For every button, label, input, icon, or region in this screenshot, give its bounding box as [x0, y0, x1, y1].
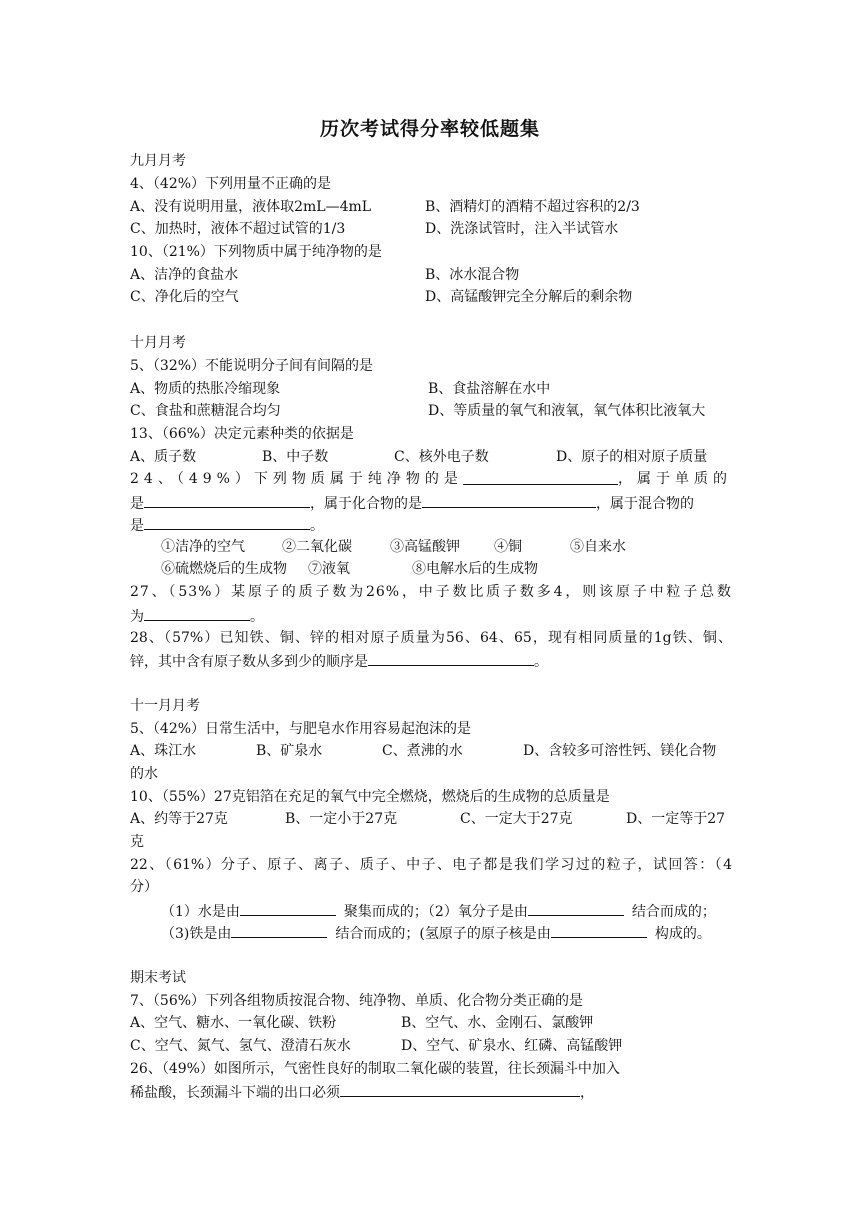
question-text	[130, 514, 324, 536]
question-text	[130, 469, 732, 489]
question-text: ，	[580, 1085, 594, 1101]
option-text: D、原子的相对原子质量	[556, 449, 708, 465]
option-text: A、空气、糖水、一氧化碳、铁粉	[130, 1015, 337, 1031]
answer-blank[interactable]	[144, 605, 250, 621]
answer-blank[interactable]	[231, 922, 327, 938]
question-text	[130, 650, 548, 672]
option-text: C、煮沸的水	[382, 743, 463, 759]
question-text: 10、（21%）下列物质中属于纯净物的是	[130, 244, 382, 260]
question-text: 4、（42%）下列用量不正确的是	[130, 176, 332, 192]
question-text: （3)铁是由	[161, 926, 232, 942]
question-text: ，属于化合物的是	[310, 496, 422, 512]
question-text: 5、（42%）日常生活中，与肥皂水作用容易起泡沫的是	[130, 721, 472, 737]
document-title: 历次考试得分率较低题集	[319, 118, 540, 140]
answer-blank[interactable]	[551, 922, 647, 938]
question-text	[161, 922, 711, 944]
choice-item: ②二氧化碳	[282, 539, 352, 555]
option-text: A、珠江水	[130, 743, 197, 759]
question-text: 7、（56%）下列各组物质按混合物、纯净物、单质、化合物分类正确的是	[130, 993, 584, 1009]
option-text: D、洗涤试管时，注入半试管水	[425, 221, 619, 237]
answer-blank[interactable]	[144, 492, 310, 508]
option-text: A、没有说明用量，液体取2mL—4mL	[130, 199, 372, 215]
choice-item: ⑧电解水后的生成物	[412, 561, 538, 577]
choice-item: ③高锰酸钾	[390, 539, 460, 555]
question-text: 是	[130, 518, 144, 534]
question-text: 24、（49%）下列物质属于纯净物的是	[130, 471, 463, 487]
question-text: 分）	[130, 879, 158, 895]
option-text: D、高锰酸钾完全分解后的剩余物	[425, 289, 633, 305]
question-text: 28、（57%）已知铁、铜、锌的相对原子质量为56、64、65，现有相同质量的1g铁、铜、	[130, 630, 732, 646]
option-text: B、空气、水、金刚石、氯酸钾	[401, 1015, 594, 1031]
question-text: 构成的。	[654, 926, 711, 942]
option-text: D、空气、矿泉水、红磷、高锰酸钾	[401, 1038, 623, 1054]
option-text: D、等质量的氧气和液氧，氧气体积比液氧大	[428, 403, 706, 419]
question-text: 是	[130, 496, 144, 512]
option-text: A、洁净的食盐水	[130, 267, 239, 283]
answer-blank[interactable]	[528, 900, 624, 916]
question-text: 聚集而成的；（2）氧分子是由	[343, 904, 528, 920]
answer-blank[interactable]	[463, 469, 618, 485]
option-text: 的水	[130, 766, 158, 782]
section-heading: 九月月考	[130, 153, 186, 169]
question-text	[130, 492, 694, 514]
question-text: 锌，其中含有原子数从多到少的顺序是	[130, 654, 368, 670]
question-text: ，属于混合物的	[596, 496, 694, 512]
answer-blank[interactable]	[368, 650, 534, 666]
choice-item: ⑥硫燃烧后的生成物	[161, 561, 287, 577]
question-text: 。	[310, 518, 324, 534]
option-text: A、质子数	[130, 449, 197, 465]
choice-item: ⑤自来水	[570, 539, 626, 555]
question-text: ，属于单质的	[618, 471, 732, 487]
answer-blank[interactable]	[240, 900, 336, 916]
option-text: B、冰水混合物	[425, 267, 520, 283]
option-text: A、约等于27克	[130, 811, 228, 827]
option-text: B、一定小于27克	[285, 811, 398, 827]
section-heading: 十月月考	[130, 335, 186, 351]
section-heading: 十一月月考	[130, 698, 200, 714]
option-text: C、食盐和蔗糖混合均匀	[130, 403, 281, 419]
option-text: B、矿泉水	[256, 743, 323, 759]
option-text: B、食盐溶解在水中	[428, 381, 551, 397]
choice-item: ④铜	[494, 539, 522, 555]
question-text: 。	[250, 609, 264, 625]
question-text: 5、（32%）不能说明分子间有间隔的是	[130, 358, 374, 374]
question-text	[130, 1081, 594, 1103]
question-text: 。	[534, 654, 548, 670]
choice-item: ⑦液氧	[308, 561, 350, 577]
answer-blank[interactable]	[422, 492, 596, 508]
option-text: D、含较多可溶性钙、镁化合物	[523, 743, 717, 759]
question-text: 22、（61%）分子、原子、离子、质子、中子、电子都是我们学习过的粒子，试回答：（4	[130, 857, 732, 873]
question-text: 结合而成的；	[631, 904, 716, 920]
option-text: C、一定大于27克	[460, 811, 573, 827]
option-text: B、酒精灯的酒精不超过容积的2/3	[425, 199, 640, 215]
question-text: 27、（53%）某原子的质子数为26%，中子数比质子数多4，则该原子中粒子总数	[130, 584, 732, 600]
answer-blank[interactable]	[340, 1081, 580, 1097]
question-text	[130, 605, 264, 627]
option-text: C、净化后的空气	[130, 289, 239, 305]
question-text: 13、（66%）决定元素种类的依据是	[130, 426, 354, 442]
choice-item: ①洁净的空气	[161, 539, 245, 555]
option-text: C、核外电子数	[394, 449, 489, 465]
question-text: 10、（55%）27克铝箔在充足的氧气中完全燃烧，燃烧后的生成物的总质量是	[130, 789, 610, 805]
option-text: B、中子数	[262, 449, 329, 465]
question-text: 结合而成的；(氢原子的原子核是由	[335, 926, 551, 942]
option-text: C、加热时，液体不超过试管的1/3	[130, 221, 346, 237]
question-text: （1）水是由	[161, 904, 240, 920]
option-text: A、物质的热胀冷缩现象	[130, 381, 281, 397]
option-text: C、空气、氮气、氢气、澄清石灰水	[130, 1038, 351, 1054]
option-text: 克	[130, 834, 144, 850]
answer-blank[interactable]	[144, 514, 310, 530]
question-text	[161, 900, 716, 922]
question-text: 26、（49%）如图所示，气密性良好的制取二氧化碳的装置，往长颈漏斗中加入	[130, 1061, 620, 1077]
question-text: 为	[130, 609, 144, 625]
section-heading: 期末考试	[130, 970, 186, 986]
option-text: D、一定等于27	[626, 811, 726, 827]
question-text: 稀盐酸，长颈漏斗下端的出口必须	[130, 1085, 340, 1101]
